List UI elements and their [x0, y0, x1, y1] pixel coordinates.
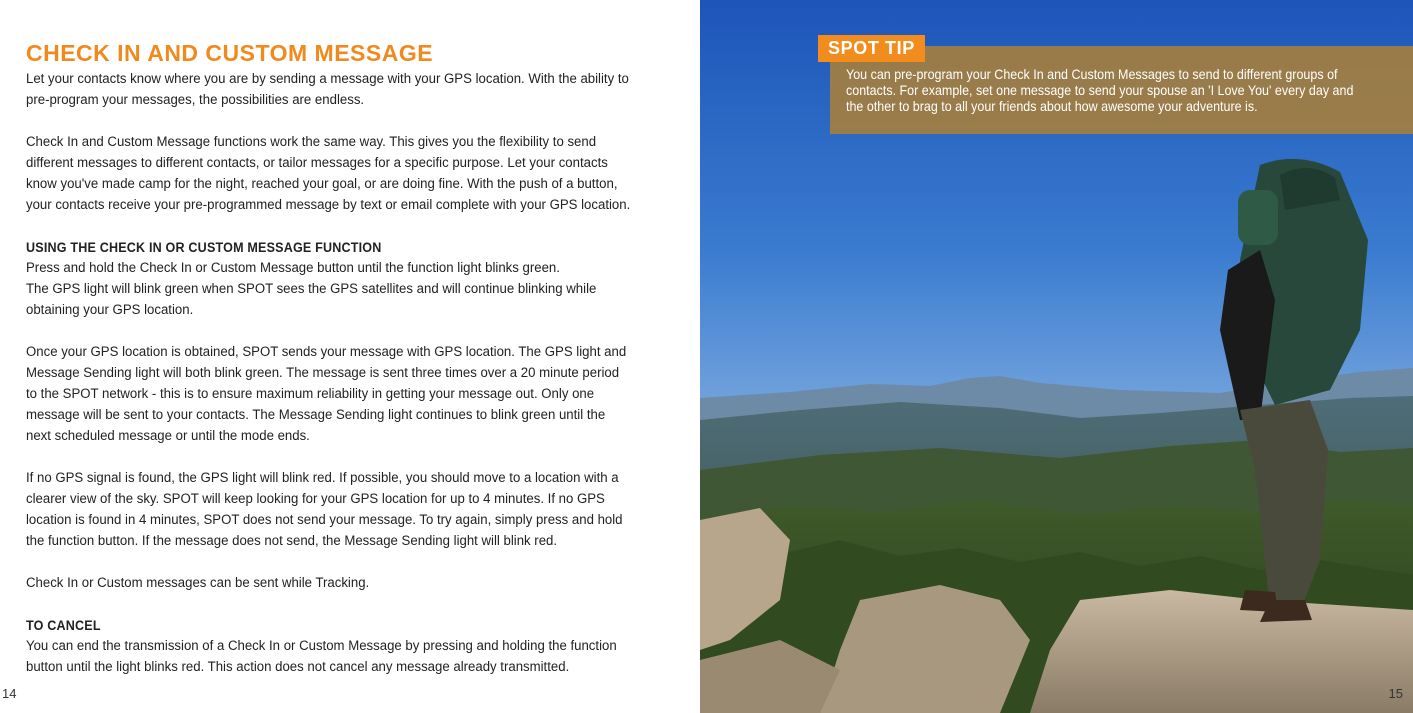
paragraph-2: Check In and Custom Message functions work the same way. This gives you the flexibility to send different messages to different contacts, or tailor messages for a specific purpose. Let your contacts know you've made camp for the night, reached your goal, or are doing fine. With the push of a button, your contacts receive your pre-programmed message by text or email complete with your GPS location. — [26, 134, 631, 213]
section-line-2: The GPS light will blink green when SPOT sees the GPS satellites and will continue blinking while obtaining your GPS location. — [26, 281, 597, 318]
page-number-right: 15 — [1388, 686, 1403, 701]
section-heading-cancel: TO CANCEL — [26, 618, 101, 633]
paragraph-6: Check In or Custom messages can be sent while Tracking. — [26, 575, 370, 591]
spot-tip-text: You can pre-program your Check In and Custom Messages to send to different groups of contacts. For example, set one message to send your spouse an 'I Love You' every day and the other to brag to all your friends about how awesome your adventure is. — [846, 67, 1354, 114]
page-title: CHECK IN AND CUSTOM MESSAGE — [26, 40, 434, 66]
intro-paragraph: Let your contacts know where you are by sending a message with your GPS location. With the ability to pre-program your messages, the possibilities are endless. — [26, 71, 629, 108]
paragraph-4: Once your GPS location is obtained, SPOT sends your message with GPS location. The GPS light and Message Sending light will both blink green. The message is sent three times over a 20 minute period to the SPOT network - this is to ensure maximum reliability in getting your message out. Only one message will be sent to your contacts. The Message Sending light continues to blink green until the next scheduled message or until the mode ends. — [26, 344, 627, 444]
section-heading-using: USING THE CHECK IN OR CUSTOM MESSAGE FUNCTION — [26, 240, 382, 255]
page-number-left: 14 — [2, 686, 17, 701]
spot-tip-label: SPOT TIP — [818, 35, 925, 62]
paragraph-5: If no GPS signal is found, the GPS light will blink red. If possible, you should move to a location with a clearer view of the sky. SPOT will keep looking for your GPS location for up to 4 minutes. If no GPS location is found in 4 minutes, SPOT does not send your message. To try again, simply press and hold the function button. If the message does not send, the Message Sending light will blink red. — [26, 470, 623, 549]
cancel-text: You can end the transmission of a Check In or Custom Message by pressing and holding the function button until the light blinks red. This action does not cancel any message already transmitted. — [26, 638, 617, 675]
section-line-1: Press and hold the Check In or Custom Message button until the function light blinks green. — [26, 260, 560, 276]
left-page — [0, 0, 700, 713]
body-text — [26, 69, 631, 678]
